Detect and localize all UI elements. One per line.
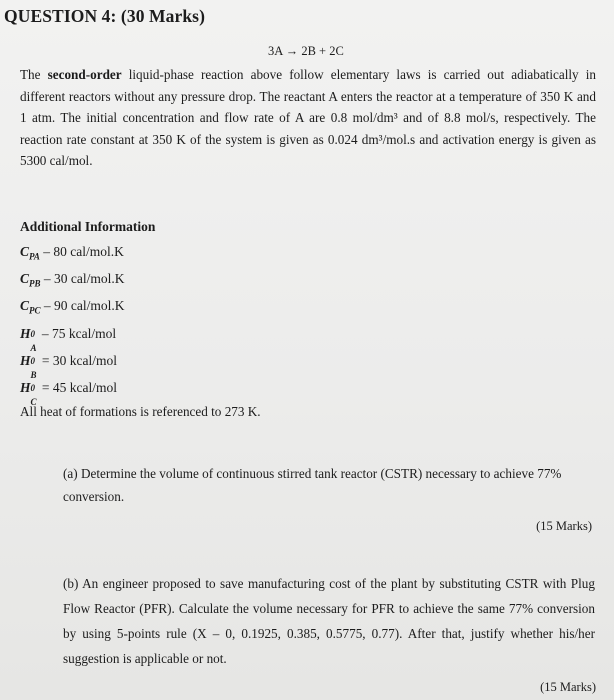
question-title: QUESTION 4: (30 Marks)	[4, 6, 206, 26]
info-item-cpa	[20, 244, 125, 271]
part-a-marks: (15 Marks)	[536, 519, 592, 533]
info-value: – 90 cal/mol.K	[43, 298, 125, 314]
symbol: C	[20, 271, 30, 287]
info-value: = 45 kcal/mol	[41, 379, 117, 395]
subscript: PA	[29, 251, 40, 262]
symbol: C	[20, 298, 30, 314]
info-value: – 30 cal/mol.K	[43, 271, 125, 287]
subscript: C	[30, 396, 37, 407]
subscript: B	[30, 369, 37, 380]
reaction-equation: 3A → 2B + 2C	[268, 44, 344, 58]
part-b-label: (b)	[63, 576, 79, 591]
symbol: H	[20, 352, 31, 368]
info-item-hb	[20, 353, 125, 380]
part-b	[63, 571, 595, 671]
problem-statement	[20, 64, 596, 172]
intro-rest: liquid-phase reaction above follow elementary laws is carried out adiabatically in different reactors without any pressure drop. The reactant A enters the reactor at a temperature of 350 K and 1 atm. The initial concentration and flow rate of A are 0.8 mol/dm³ and of 8.8 mol/s, respectively. The reaction rate constant at 350 K of the system is given as 0.024 dm³/mol.s and activation energy is given as 5300 cal/mol.	[20, 67, 596, 168]
info-item-ha	[20, 326, 125, 353]
subscript: A	[30, 342, 37, 353]
part-b-text: An engineer proposed to save manufacturing cost of the plant by substituting CSTR with Plug Flow Reactor (PFR). Calculate the volume necessary for PFR to achieve the same 77% conversion by using 5-points rule (X – 0, 0.1925, 0.385, 0.5775, 0.77). After that, justify whether his/her suggestion is applicable or not.	[63, 576, 595, 666]
info-value: = 30 kcal/mol	[41, 352, 117, 368]
symbol: H	[20, 379, 31, 395]
additional-info-heading: Additional Information	[20, 219, 156, 234]
superscript: 0	[30, 328, 36, 339]
part-b-marks: (15 Marks)	[540, 680, 596, 694]
reference-note: All heat of formations is referenced to 273 K.	[20, 404, 261, 419]
superscript: 0	[30, 382, 36, 393]
info-value: – 80 cal/mol.K	[43, 244, 124, 259]
subscript: PC	[29, 306, 41, 317]
part-a-text: Determine the volume of continuous stirred tank reactor (CSTR) necessary to achieve 77% conversion.	[63, 466, 562, 504]
part-a	[63, 462, 591, 508]
subscript: PB	[29, 278, 41, 289]
symbol: C	[20, 244, 30, 259]
intro-lead: The	[20, 67, 41, 82]
info-item-cpb	[20, 271, 125, 298]
additional-info-list	[20, 244, 125, 407]
superscript: 0	[30, 355, 36, 366]
info-value: – 75 kcal/mol	[41, 325, 117, 341]
part-a-label: (a)	[63, 466, 78, 481]
intro-bold: second-order	[47, 67, 122, 82]
info-item-cpc	[20, 298, 125, 325]
symbol: H	[20, 325, 31, 341]
